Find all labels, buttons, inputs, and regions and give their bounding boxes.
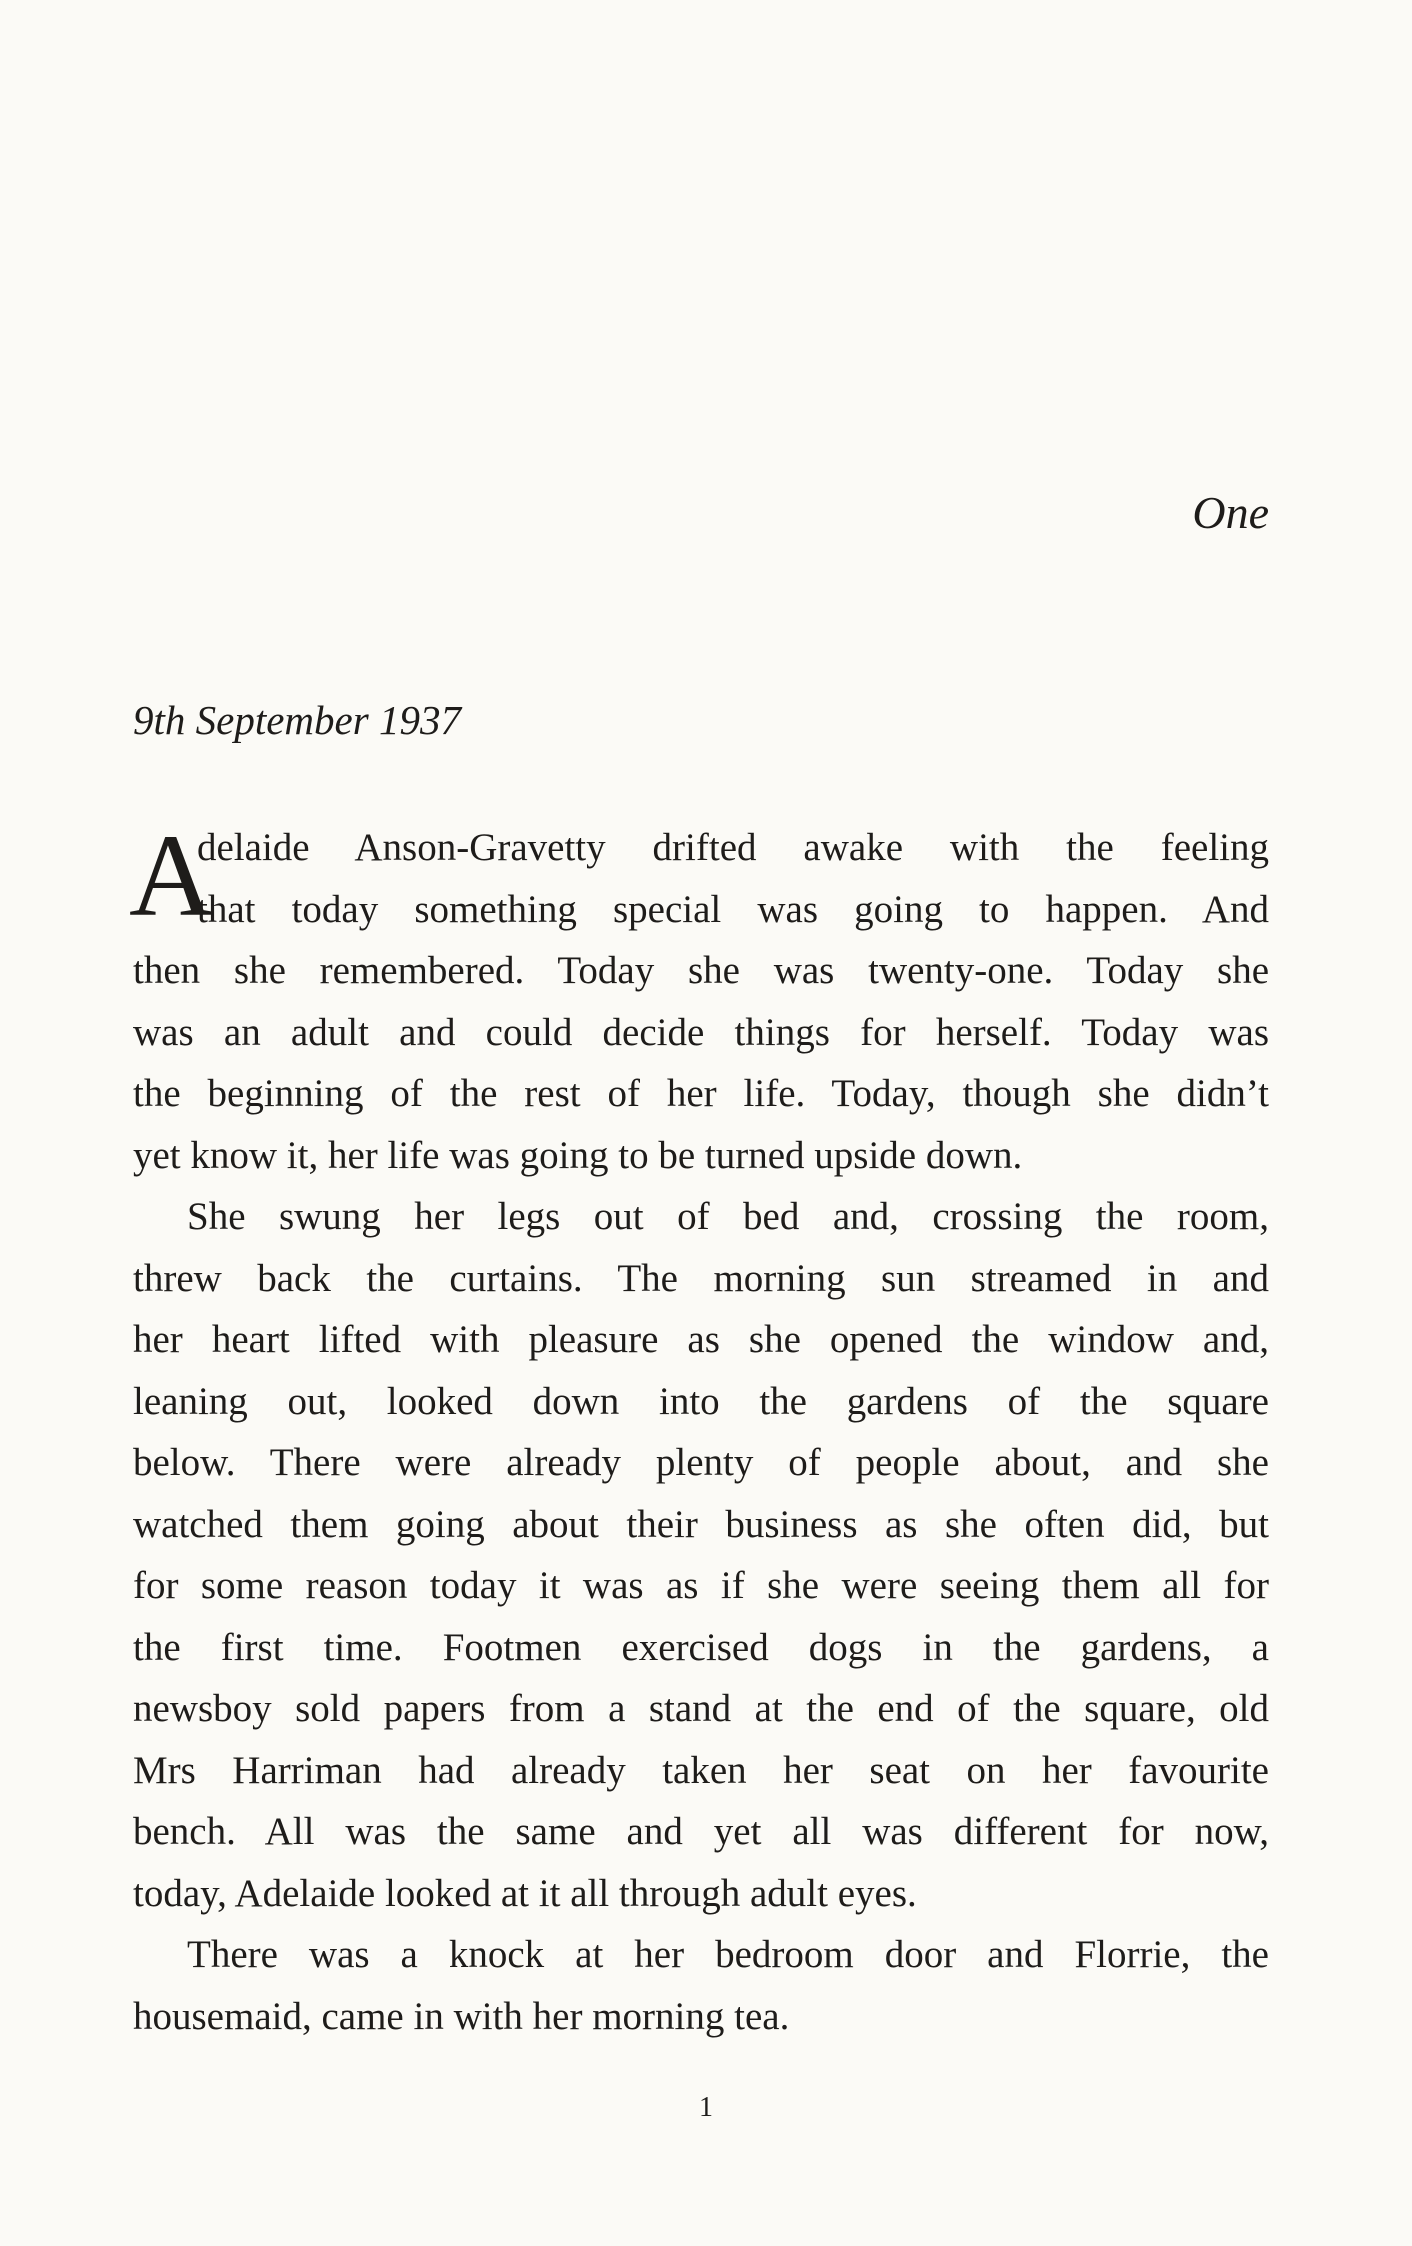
text-line: today, Adelaide looked at it all through adult eyes. [133, 1871, 917, 1915]
text-line: threw back the curtains. The morning sun streamed in and [133, 1256, 1269, 1300]
page-number: 1 [699, 2092, 713, 2123]
text-line: below. There were already plenty of people about, and she [133, 1441, 1269, 1484]
text-line: her heart lifted with pleasure as she opened the window and, [133, 1318, 1269, 1361]
text-line: There was a knock at her bedroom door and Florrie, the [187, 1933, 1269, 1976]
text-line: Mrs Harriman had already taken her seat on her favourite [133, 1748, 1269, 1792]
text-line: the first time. Footmen exercised dogs in the gardens, a [133, 1625, 1269, 1669]
body-text [129, 810, 1269, 2047]
text-line: housemaid, came in with her morning tea. [133, 1994, 790, 2038]
text-line: that today something special was going to happen. And [197, 887, 1269, 931]
paragraph-3 [133, 1924, 1269, 2047]
text-line: leaning out, looked down into the gardens of the square [133, 1379, 1269, 1423]
text-line: was an adult and could decide things for herself. Today was [133, 1010, 1269, 1054]
drop-cap: A [129, 810, 215, 941]
text-line: delaide Anson-Gravetty drifted awake with the feeling [197, 826, 1269, 869]
text-line: She swung her legs out of bed and, crossing the room, [187, 1195, 1269, 1238]
text-line: yet know it, her life was going to be turned upside down. [133, 1133, 1023, 1177]
text-line: for some reason today it was as if she were seeing them all for [133, 1564, 1269, 1607]
chapter-date: 9th September 1937 [133, 697, 461, 743]
text-line: then she remembered. Today she was twenty-one. Today she [133, 949, 1269, 992]
text-line: the beginning of the rest of her life. Today, though she didn’t [133, 1072, 1269, 1115]
text-line: bench. All was the same and yet all was different for now, [133, 1810, 1269, 1853]
paragraph-2 [133, 1186, 1269, 1924]
text-line: newsboy sold papers from a stand at the end of the square, old [133, 1687, 1269, 1730]
paragraph-1 [129, 810, 1269, 1186]
chapter-title: One [1192, 487, 1269, 538]
text-line: watched them going about their business as she often did, but [133, 1502, 1269, 1546]
